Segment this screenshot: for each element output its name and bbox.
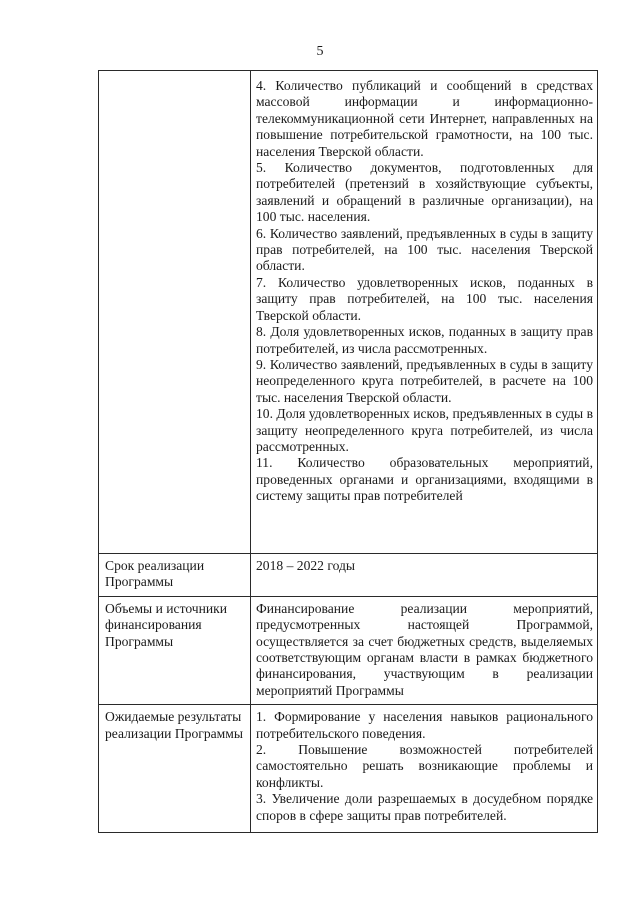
result-item: 1. Формирование у населения навыков рационального потребительского поведения. [256, 709, 593, 741]
indicator-item: 10. Доля удовлетворенных исков, предъявленных в суды в защиту неопределенного круга потребителей, из числа рассмотренных. [256, 406, 593, 454]
row-content [251, 554, 598, 597]
table-row [99, 596, 598, 704]
indicator-item: 11. Количество образовательных мероприятий, проведенных органами и организациями, входящими в систему защиты прав потребителей [256, 455, 593, 504]
table-row [99, 71, 598, 554]
row-label: Срок реализации Программы [99, 554, 251, 597]
period-text: 2018 – 2022 годы [256, 558, 356, 573]
indicator-item: 7. Количество удовлетворенных исков, поданных в защиту прав потребителей, на 100 тыс. населения Тверской области. [256, 274, 593, 323]
indicator-item: 4. Количество публикаций и сообщений в средствах массовой информации и информационно-телекоммуникационной сети Интернет, направленных на повышение потребительской грамотности, на 100 тыс. населения Тверской области. [256, 78, 593, 159]
passport-table [98, 70, 598, 833]
indicator-item: 9. Количество заявлений, предъявленных в суды в защиту неопределенного круга потребителей, в расчете на 100 тыс. населения Тверской области. [256, 356, 593, 405]
table-row [99, 554, 598, 597]
result-item: 3. Увеличение доли разрешаемых в досудебном порядке споров в сфере защиты прав потребителей. [256, 791, 593, 823]
table-row [99, 705, 598, 833]
indicator-item: 6. Количество заявлений, предъявленных в суды в защиту прав потребителей, на 100 тыс. населения Тверской области. [256, 225, 593, 274]
row-label [99, 71, 251, 554]
financing-text: Финансирование реализации мероприятий, предусмотренных настоящей Программой, осуществляется за счет бюджетных средств, выделяемых соответствующим органам власти в рамках бюджетного финансирования, участвующим в реализации мероприятий Программы [256, 600, 593, 698]
indicator-item: 8. Доля удовлетворенных исков, поданных в защиту прав потребителей, из числа рассмотренных. [256, 324, 593, 356]
row-label: Ожидаемые результаты реализации Программы [99, 705, 251, 833]
row-label: Объемы и источники финансирования Программы [99, 596, 251, 704]
result-item: 2. Повышение возможностей потребителей самостоятельно решать возникающие проблемы и конфликты. [256, 742, 593, 790]
indicator-item: 5. Количество документов, подготовленных для потребителей (претензий в хозяйствующие субъекты, заявлений и обращений в различные организации), на 100 тыс. населения. [256, 160, 593, 225]
page-number: 5 [316, 44, 324, 59]
row-content [251, 71, 598, 554]
row-content [251, 705, 598, 833]
row-content [251, 596, 598, 704]
